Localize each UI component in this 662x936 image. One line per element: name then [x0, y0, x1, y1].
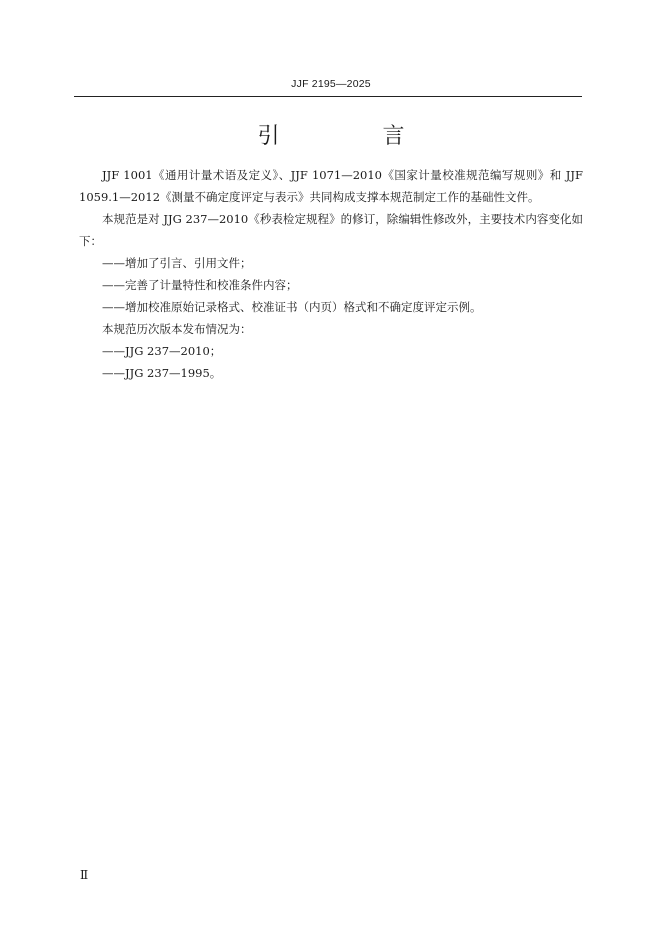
body-text	[79, 164, 583, 384]
intro-paragraph: JJF 1001《通用计量术语及定义》、JJF 1071—2010《国家计量校准规范编写规则》和 JJF 1059.1—2012《测量不确定度评定与表示》共同构成支撑本规范制定工作的基础性文件。	[79, 168, 583, 204]
change-item: ——增加了引言、引用文件；	[102, 256, 252, 270]
header-divider	[74, 96, 582, 97]
change-item: ——完善了计量特性和校准条件内容；	[102, 278, 298, 292]
history-item: ——JJG 237—1995。	[102, 366, 222, 380]
history-intro: 本规范历次版本发布情况为：	[102, 322, 252, 336]
history-item: ——JJG 237—2010；	[102, 344, 222, 358]
change-item: ——增加校准原始记录格式、校准证书（内页）格式和不确定度评定示例。	[102, 300, 482, 314]
page-title: 引 言	[257, 124, 453, 149]
standard-code-header: JJF 2195—2025	[291, 78, 371, 90]
revision-paragraph: 本规范是对 JJG 237—2010《秒表检定规程》的修订，除编辑性修改外，主要技术内容变化如下：	[79, 212, 583, 248]
page-number: Ⅱ	[80, 868, 89, 882]
